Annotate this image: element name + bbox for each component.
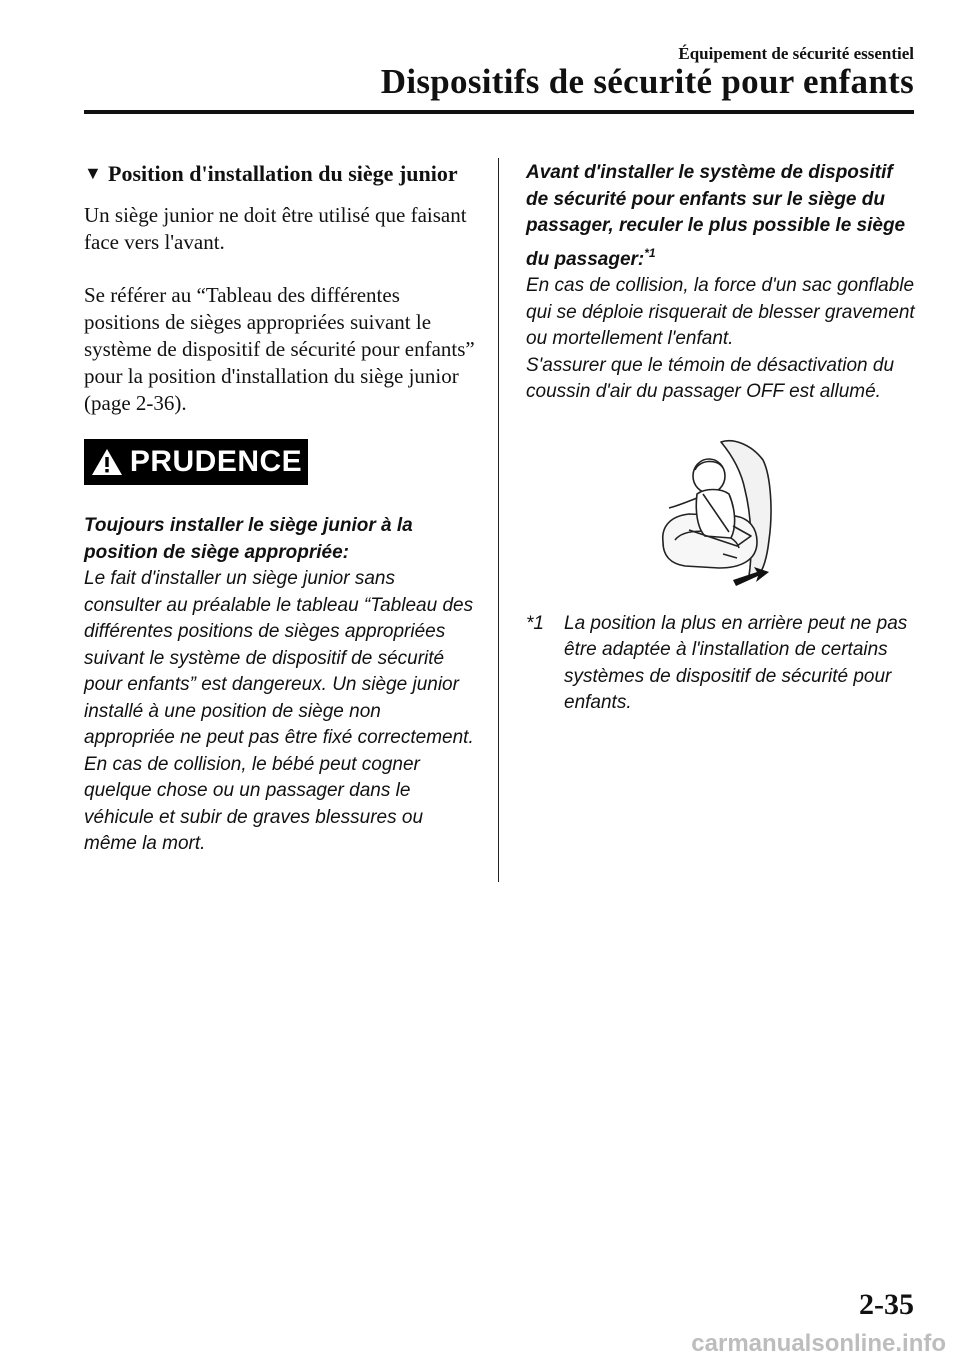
airbag-warning-title-text: Avant d'installer le système de dispositif de sécurité pour enfants sur le siège du passager, reculer le plus possible le siège du passager: [526,162,906,270]
watermark: carmanualsonline.info [691,1330,946,1357]
airbag-warning-title [526,160,918,273]
footnote-ref: *1 [644,245,656,260]
chapter-subtitle: Équipement de sécurité essentiel [678,44,914,63]
paragraph-forward-facing: Un siège junior ne doit être utilisé que faisant face vers l'avant. [84,203,467,254]
footnote [526,611,918,717]
warning-triangle-icon [90,447,124,477]
warning-text: Le fait d'installer un siège junior sans consulter au préalable le tableau “Tableau des différentes positions de sièges appropriées suivant le système de dispositif de sécurité pour enfants” est dangereux. Un siège junior installé à une position de siège non appropriée ne peut pas être fixé correctement. En cas de collision, le bébé peut cogner quelque chose ou un passager dans le véhicule et subir de graves blessures ou même la mort. [84,568,474,854]
warning-title: Toujours installer le siège junior à la position de siège appropriée: [84,515,413,563]
footnote-text: La position la plus en arrière peut ne pas être adaptée à l'installation de certains systèmes de dispositif de sécurité pour enfants. [564,612,908,713]
caution-banner [84,439,308,485]
booster-seat-illustration [659,436,777,588]
triangle-down-icon: ▼ [84,163,102,183]
column-divider [498,158,499,882]
section-title: Position d'installation du siège junior [108,161,458,186]
header-rule [84,110,914,114]
caution-label: PRUDENCE [129,445,303,478]
section-heading [84,160,476,187]
airbag-warning-text: En cas de collision, la force d'un sac gonflable qui se déploie risquerait de blesser gravement ou mortellement l'enfant. [526,275,915,349]
right-column [526,160,918,717]
airbag-indicator-text: S'assurer que le témoin de désactivation du coussin d'air du passager OFF est allumé. [526,354,895,402]
paragraph-reference: Se référer au “Tableau des différentes positions de sièges appropriées suivant le système de dispositif de sécurité pour enfants” pour la position d'installation du siège junior (page 2-36). [84,283,475,415]
left-column [84,160,476,858]
page-number: 2-35 [859,1288,914,1321]
chapter-title: Dispositifs de sécurité pour enfants [380,62,914,101]
footnote-mark: *1 [526,612,544,634]
